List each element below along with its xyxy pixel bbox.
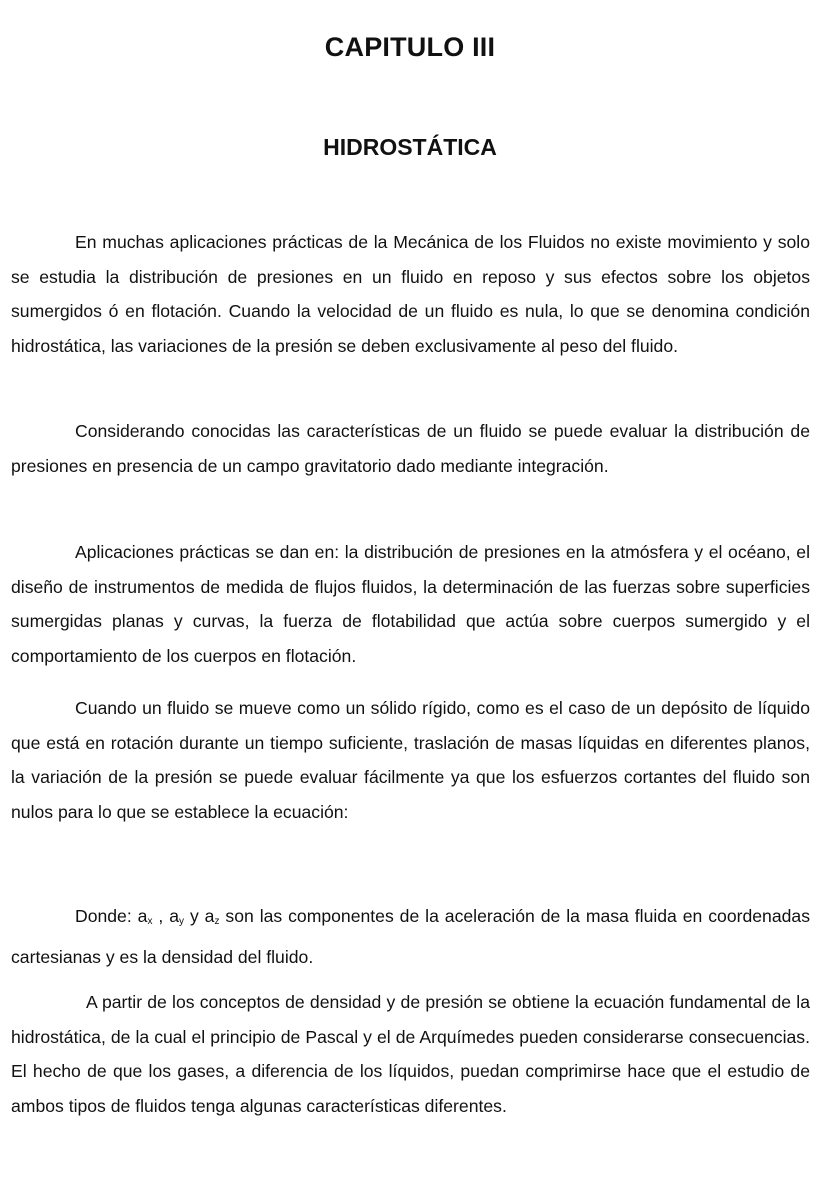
donde-rest: son las componentes de la aceleración de la masa fluida en coordenadas cartesianas y es la densidad del fluido. xyxy=(11,906,810,967)
paragraph-donde xyxy=(11,899,810,974)
accel-y-subscript: y xyxy=(179,916,185,927)
paragraph-fundamental-equation: A partir de los conceptos de densidad y de presión se obtiene la ecuación fundamental de la hidrostática, de la cual el principio de Pascal y el de Arquímedes pueden considerarse consecuencias. El hecho de que los gases, a diferencia de los líquidos, puedan comprimirse hace que el estudio de ambos tipos de fluidos tenga algunas características diferentes. xyxy=(11,992,810,1116)
paragraph-intro: En muchas aplicaciones prácticas de la Mecánica de los Fluidos no existe movimiento y solo se estudia la distribución de presiones en un fluido en reposo y sus efectos sobre los objetos sumergidos ó en flotación. Cuando la velocidad de un fluido es nula, lo que se denomina condición hidrostática, las variaciones de la presión se deben exclusivamente al peso del fluido. xyxy=(11,232,810,356)
section-title: HIDROSTÁTICA xyxy=(323,134,497,160)
accel-z-symbol: a xyxy=(204,906,215,926)
paragraph-rigid-body: Cuando un fluido se mueve como un sólido rígido, como es el caso de un depósito de líquido que está en rotación durante un tiempo suficiente, traslación de masas líquidas en diferentes planos, la variación de la presión se puede evaluar fácilmente ya que los esfuerzos cortantes del fluido son nulos para lo que se establece la ecuación: xyxy=(11,698,810,822)
conjunction-y: y xyxy=(184,906,205,926)
separator-comma: , xyxy=(152,906,170,926)
accel-y-symbol: a xyxy=(169,906,180,926)
paragraph-applications: Aplicaciones prácticas se dan en: la distribución de presiones en la atmósfera y el océano, el diseño de instrumentos de medida de flujos fluidos, la determinación de las fuerzas sobre superficies sumergidas planas y curvas, la fuerza de flotabilidad que actúa sobre cuerpos sumergido y el comportamiento de los cuerpos en flotación. xyxy=(11,542,810,666)
accel-z-subscript: z xyxy=(214,916,220,927)
chapter-title: CAPITULO III xyxy=(324,32,496,62)
accel-x-subscript: x xyxy=(147,916,153,927)
accel-x-symbol: a xyxy=(137,906,148,926)
paragraph-characteristics: Considerando conocidas las características de un fluido se puede evaluar la distribución de presiones en presencia de un campo gravitatorio dado mediante integración. xyxy=(11,421,810,476)
donde-lead: Donde: xyxy=(75,906,138,926)
